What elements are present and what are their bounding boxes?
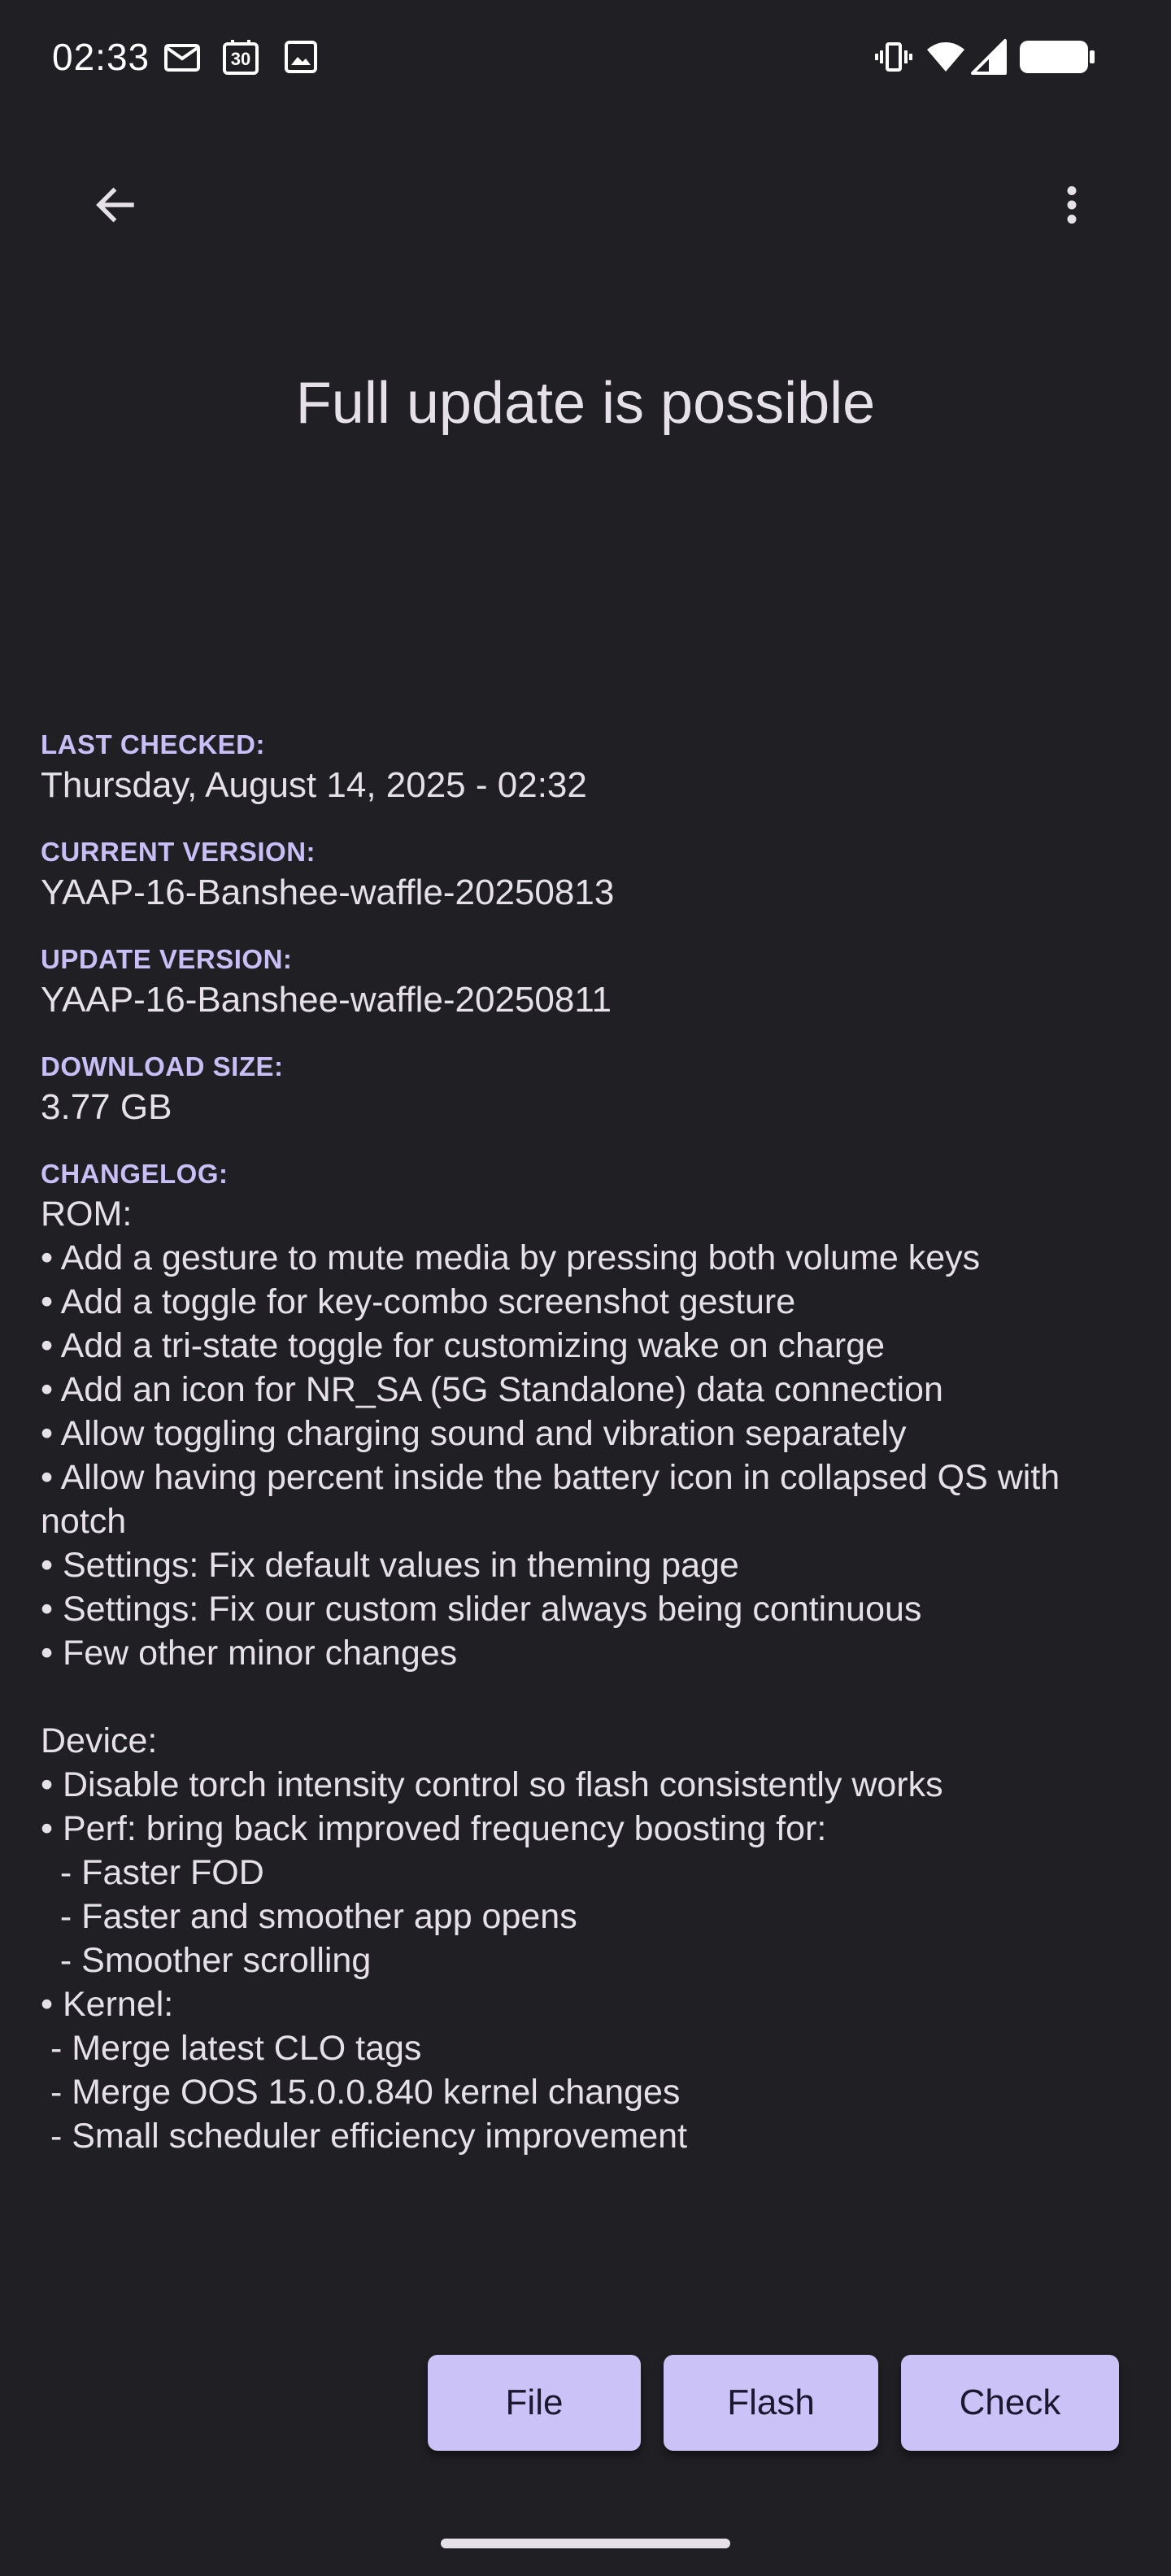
status-time: 02:33 <box>52 36 150 78</box>
update-info <box>41 727 1130 2158</box>
calendar-icon <box>221 37 260 76</box>
file-button[interactable]: File <box>428 2355 641 2451</box>
last-checked-label: LAST CHECKED: <box>41 729 265 759</box>
more-vert-icon <box>1047 181 1096 229</box>
current-version-value: YAAP-16-Banshee-waffle-20250813 <box>41 872 615 912</box>
image-icon <box>281 37 320 76</box>
download-size-label: DOWNLOAD SIZE: <box>41 1051 284 1081</box>
last-checked-value: Thursday, August 14, 2025 - 02:32 <box>41 765 587 805</box>
wifi-icon <box>924 37 968 76</box>
home-indicator[interactable] <box>441 2539 730 2548</box>
back-button[interactable] <box>81 171 150 239</box>
changelog-text: ROM: • Add a gesture to mute media by pressing both volume keys • Add a toggle for key-combo screenshot gesture • Add a tri-state toggle for customizing wake on charge • Add an icon for NR_SA (5G Standalone) data connection • Allow toggling charging sound and vibration separately • Allow having percent inside the battery icon in collapsed QS with notch • Settings: Fix default values in theming page • Settings: Fix our custom slider always being continuous • Few other minor changes Device: • Disable torch intensity control so flash consistently works • Perf: bring back improved frequency boosting for: - Faster FOD - Faster and smoother app opens - Smoother scrolling • Kernel: - Merge latest CLO tags - Merge OOS 15.0.0.840 kernel changes - Small scheduler efficiency improvement <box>41 1194 1060 2156</box>
page-title: Full update is possible <box>295 371 876 436</box>
flash-button[interactable]: Flash <box>664 2355 878 2451</box>
calendar-day: 30 <box>230 49 251 69</box>
changelog-label: CHANGELOG: <box>41 1159 229 1189</box>
signal-icon <box>969 37 1008 76</box>
arrow-back-icon <box>91 181 140 229</box>
update-version-label: UPDATE VERSION: <box>41 944 293 974</box>
current-version-label: CURRENT VERSION: <box>41 837 316 867</box>
more-options-button[interactable] <box>1038 171 1106 239</box>
download-size-value: 3.77 GB <box>41 1087 172 1127</box>
status-bar <box>0 0 1171 114</box>
battery-icon <box>1018 39 1096 75</box>
check-button[interactable]: Check <box>901 2355 1119 2451</box>
vibrate-icon <box>873 37 914 76</box>
mail-icon <box>163 37 202 76</box>
update-version-value: YAAP-16-Banshee-waffle-20250811 <box>41 980 612 1020</box>
